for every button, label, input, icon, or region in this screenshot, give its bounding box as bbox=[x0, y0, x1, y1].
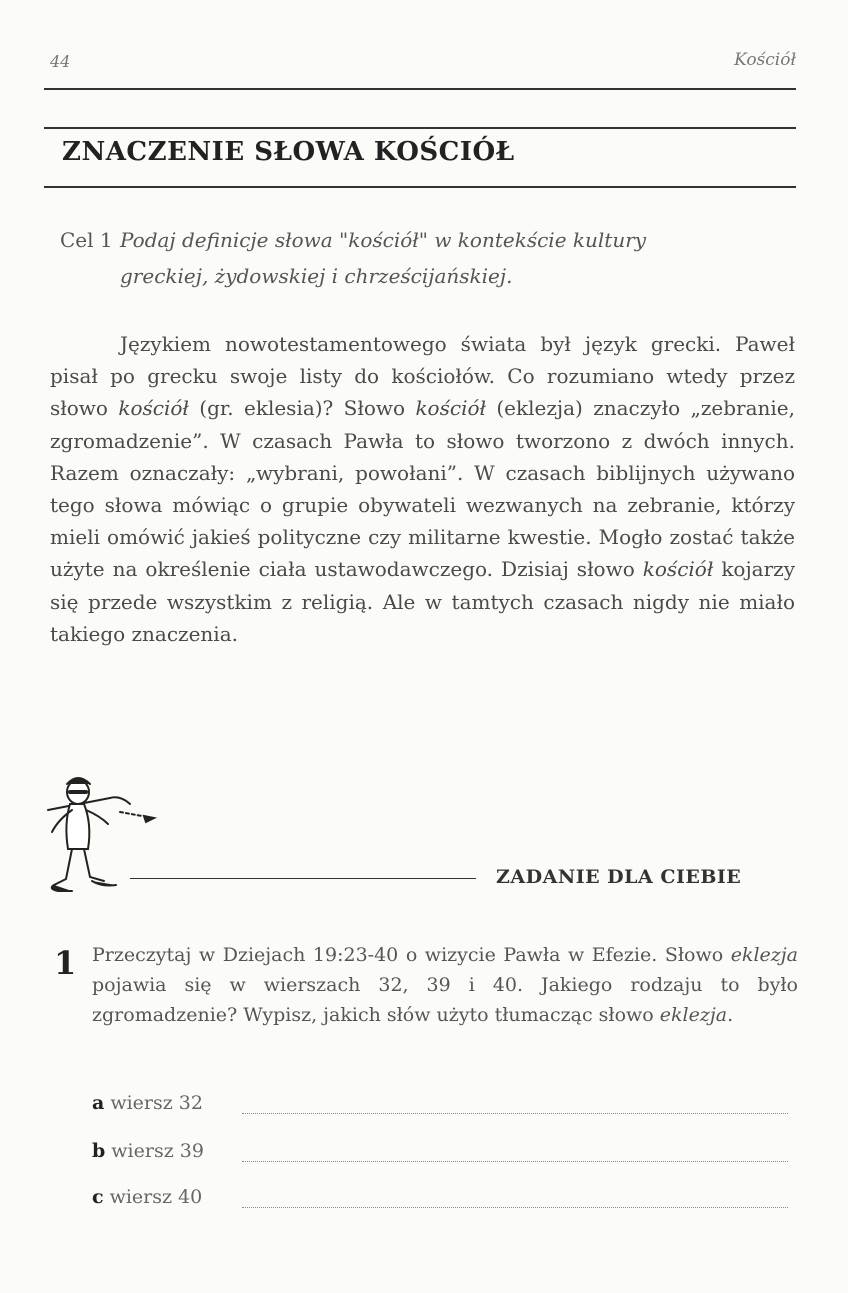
task-heading: ZADANIE DLA CIEBIE bbox=[496, 866, 742, 888]
page-number: 44 bbox=[50, 52, 71, 71]
body-text-3: (eklezja) znaczyło „zebranie, zgromadzenie”. W czasach Pawła to słowo tworzono z dwóch innych. Razem oznaczały: „wybrani, powołani”. W czasach biblijnych używano tego słowa mówiąc o grupie obywateli wezwanych na zebranie, którzy mieli omówić jakieś polityczne czy militarne kwestie. Mogło zostać także użyte na określenie ciała ustawodawczego. Dzisiaj słowo bbox=[50, 396, 795, 582]
answer-blank[interactable] bbox=[242, 1161, 788, 1162]
answer-line-b[interactable] bbox=[92, 1140, 798, 1168]
title-bottom-rule bbox=[44, 186, 796, 188]
header-rule bbox=[44, 88, 796, 90]
goal-line-2 bbox=[60, 258, 800, 294]
answer-line-c[interactable] bbox=[92, 1186, 798, 1214]
learning-goal bbox=[60, 222, 800, 294]
goal-text-1: Podaj definicje słowa "kościół" w kontekście kultury bbox=[120, 228, 647, 252]
body-text-1: Językiem nowotestamentowego świata był język grecki. Paweł pisał po grecku swoje listy do kościołów. Co rozumiano wtedy przez słowo bbox=[50, 332, 795, 421]
body-term-2: kościół bbox=[415, 396, 486, 421]
body-paragraph bbox=[50, 328, 795, 650]
answer-blank[interactable] bbox=[242, 1207, 788, 1208]
task-term-1: eklezja bbox=[730, 944, 798, 966]
task-instruction bbox=[92, 940, 798, 1030]
task-heading-rule bbox=[130, 878, 476, 879]
answer-letter: c bbox=[92, 1186, 104, 1208]
answer-label: wiersz 40 bbox=[109, 1186, 203, 1208]
task-text-1: Przeczytaj w Dziejach 19:23-40 o wizycie Pawła w Efezie. Słowo bbox=[92, 944, 731, 966]
answer-letter: b bbox=[92, 1140, 106, 1162]
answer-line-a[interactable] bbox=[92, 1092, 798, 1120]
goal-line-1 bbox=[60, 222, 800, 258]
title-top-rule bbox=[44, 127, 796, 129]
task-term-2: eklezja bbox=[659, 1004, 728, 1026]
task-number: 1 bbox=[54, 944, 77, 982]
answer-label: wiersz 39 bbox=[111, 1140, 204, 1162]
body-text-2: (gr. eklesia)? Słowo bbox=[188, 396, 416, 421]
goal-label: Cel 1 bbox=[60, 228, 113, 252]
body-term-1: kościół bbox=[118, 396, 189, 421]
running-head: Kościół bbox=[734, 50, 796, 70]
task-text-3: . bbox=[727, 1004, 734, 1026]
goal-text-2: greckiej, żydowskiej i chrześcijańskiej. bbox=[120, 264, 513, 288]
body-text-4: kojarzy się przede wszystkim z religią. Ale w tamtych czasach nigdy nie miało takiego znaczenia. bbox=[50, 557, 795, 646]
answer-letter: a bbox=[92, 1092, 105, 1114]
task-text-2: pojawia się w wierszach 32, 39 i 40. Jakiego rodzaju to było zgromadzenie? Wypisz, jakich słów użyto tłumacząc słowo bbox=[92, 974, 798, 1026]
hiker-illustration-icon bbox=[40, 770, 170, 905]
answer-label: wiersz 32 bbox=[110, 1092, 203, 1114]
section-title: ZNACZENIE SŁOWA KOŚCIÓŁ bbox=[62, 137, 515, 167]
paragraph bbox=[50, 328, 795, 650]
answer-blank[interactable] bbox=[242, 1113, 788, 1114]
body-term-3: kościół bbox=[642, 557, 714, 582]
